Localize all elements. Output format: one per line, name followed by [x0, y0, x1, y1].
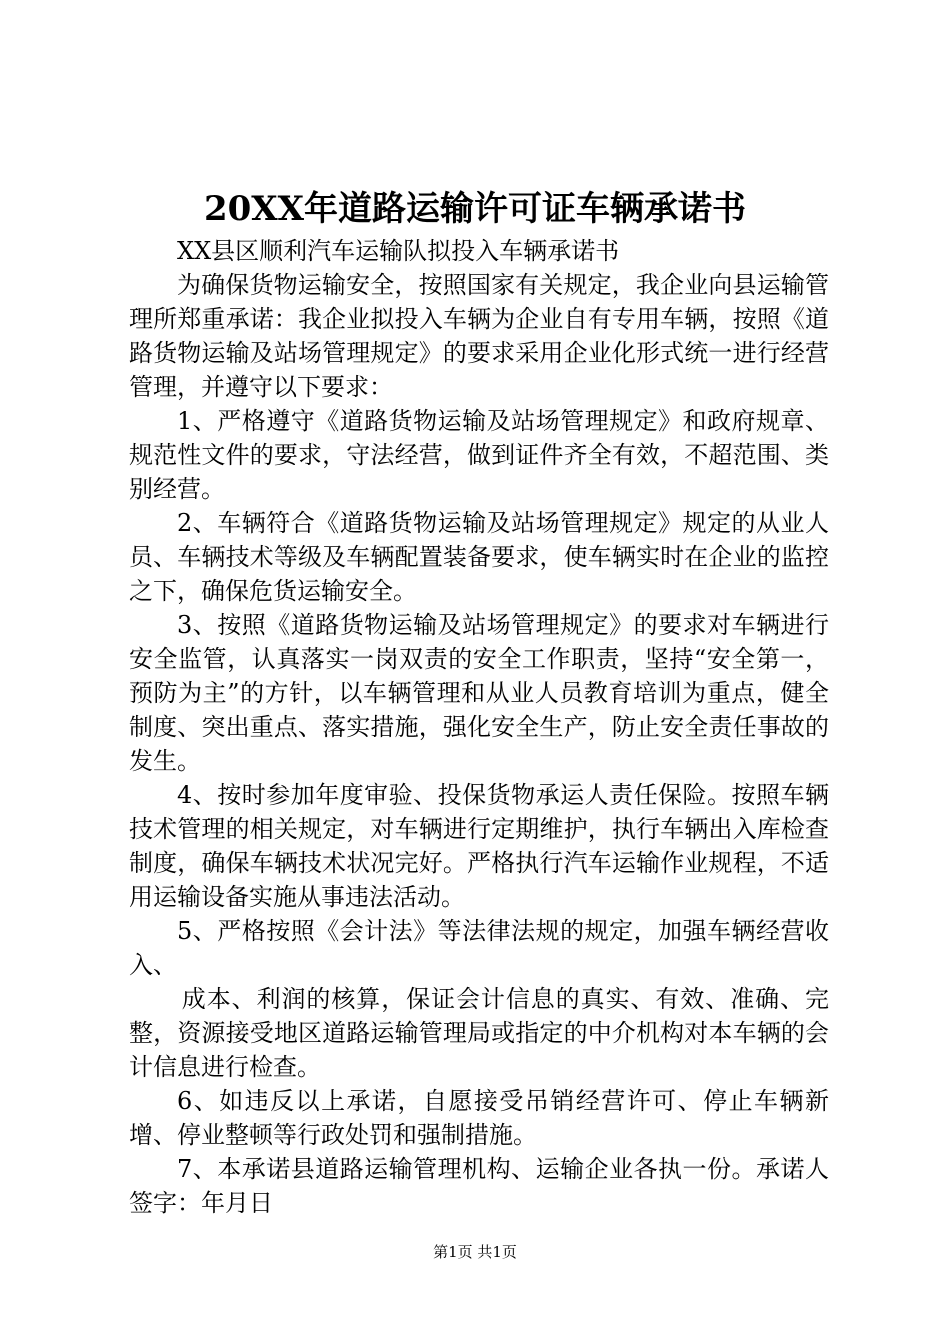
paragraph-item-4: 4、按时参加年度审验、投保货物承运人责任保险。按照车辆技术管理的相关规定，对车辆进行定期维护，执行车辆出入库检查制度，确保车辆技术状况完好。严格执行汽车运输作业规程，不适用运输设备实施从事违法活动。: [129, 781, 829, 911]
paragraph-item-2: 2、车辆符合《道路货物运输及站场管理规定》规定的从业人员、车辆技术等级及车辆配置装备要求，使车辆实时在企业的监控之下，确保危货运输安全。: [129, 509, 829, 605]
document-body: [129, 234, 829, 1220]
paragraph-item-1: 1、严格遵守《道路货物运输及站场管理规定》和政府规章、规范性文件的要求，守法经营，做到证件齐全有效，不超范围、类别经营。: [129, 407, 829, 503]
paragraph-item-6: 6、如违反以上承诺，自愿接受吊销经营许可、停止车辆新增、停业整顿等行政处罚和强制措施。: [129, 1087, 829, 1149]
paragraph-item-7: 7、本承诺县道路运输管理机构、运输企业各执一份。承诺人签字：年月日: [129, 1155, 829, 1217]
document-subtitle: XX县区顺利汽车运输队拟投入车辆承诺书: [177, 237, 620, 265]
paragraph-item-3: 3、按照《道路货物运输及站场管理规定》的要求对车辆进行安全监管，认真落实一岗双责的安全工作职责，坚持“安全第一，预防为主”的方针，以车辆管理和从业人员教育培训为重点，健全制度、突出重点、落实措施，强化安全生产，防止安全责任事故的发生。: [129, 611, 829, 775]
paragraph-item-5: 5、严格按照《会计法》等法律法规的规定，加强车辆经营收入、: [129, 917, 829, 979]
page-number-footer: 第1页 共1页: [433, 1243, 517, 1261]
paragraph-item-5-continued: 成本、利润的核算，保证会计信息的真实、有效、准确、完整，资源接受地区道路运输管理局或指定的中介机构对本车辆的会计信息进行检查。: [129, 985, 829, 1081]
document-title: 20XX年道路运输许可证车辆承诺书: [203, 189, 747, 229]
paragraph-intro: 为确保货物运输安全，按照国家有关规定，我企业向县运输管理所郑重承诺：我企业拟投入车辆为企业自有专用车辆，按照《道路货物运输及站场管理规定》的要求采用企业化形式统一进行经营管理，并遵守以下要求：: [129, 271, 829, 401]
